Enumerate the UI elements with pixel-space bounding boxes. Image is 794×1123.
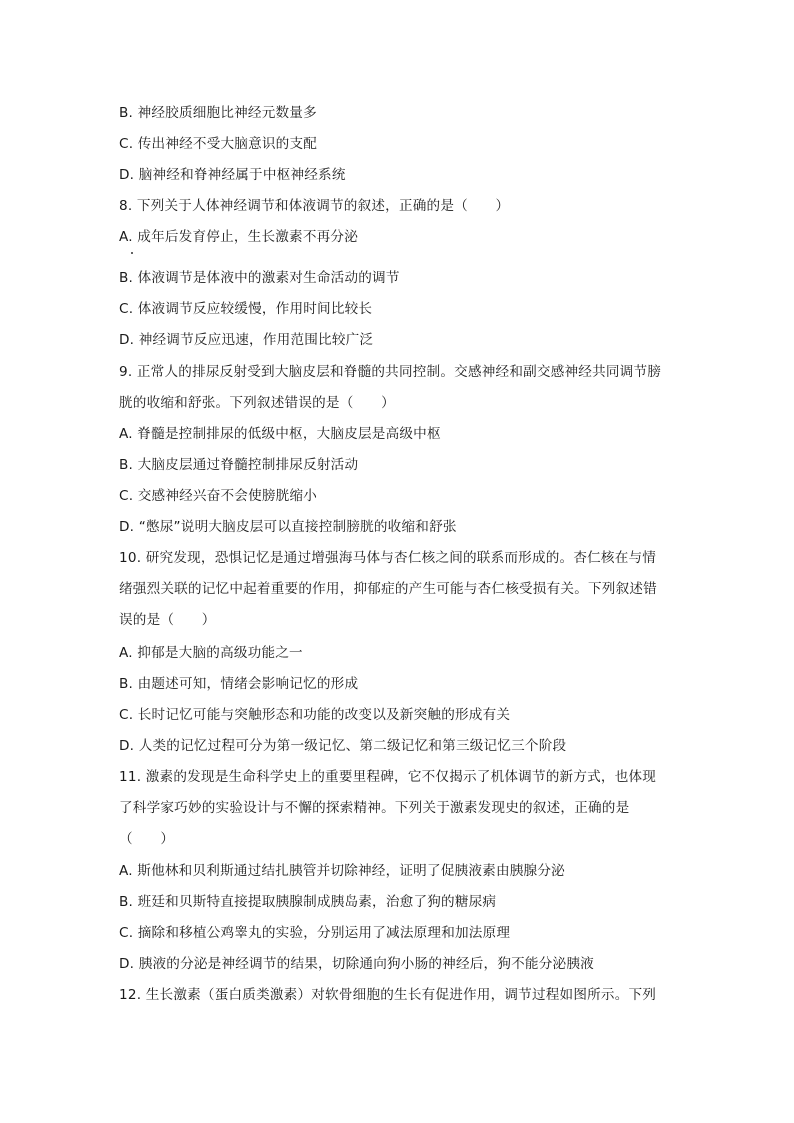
- question-8-stem: 8. 下列关于人体神经调节和体液调节的叙述，正确的是（ ）: [119, 198, 510, 214]
- option-9d: D. “憋尿”说明大脑皮层可以直接控制膀胱的收缩和舒张: [119, 519, 457, 535]
- option-9a: A. 脊髓是控制排尿的低级中枢，大脑皮层是高级中枢: [119, 426, 441, 442]
- stray-dot-mark: [131, 252, 133, 254]
- option-8a: A. 成年后发育停止，生长激素不再分泌: [119, 229, 359, 245]
- question-10-stem-line-2: 绪强烈关联的记忆中起着重要的作用，抑郁症的产生可能与杏仁核受损有关。下列叙述错: [119, 581, 657, 597]
- option-10a: A. 抑郁是大脑的高级功能之一: [119, 645, 303, 661]
- option-11a: A. 斯他林和贝利斯通过结扎胰管并切除神经，证明了促胰液素由胰腺分泌: [119, 863, 565, 879]
- option-11b: B. 班廷和贝斯特直接提取胰腺制成胰岛素，治愈了狗的糖尿病: [119, 894, 497, 910]
- question-12-stem-line-1: 12. 生长激素（蛋白质类激素）对软骨细胞的生长有促进作用，调节过程如图所示。下列: [119, 987, 657, 1003]
- question-11-stem-line-3: （ ）: [119, 831, 175, 847]
- option-11c: C. 摘除和移植公鸡睾丸的实验，分别运用了减法原理和加法原理: [119, 925, 511, 941]
- question-9-stem-line-2: 胱的收缩和舒张。下列叙述错误的是（ ）: [119, 395, 395, 411]
- option-9b: B. 大脑皮层通过脊髓控制排尿反射活动: [119, 457, 359, 473]
- question-10-stem-line-3: 误的是（ ）: [119, 612, 216, 628]
- option-10d: D. 人类的记忆过程可分为第一级记忆、第二级记忆和第三级记忆三个阶段: [119, 738, 567, 754]
- question-11-stem-line-1: 11. 激素的发现是生命科学史上的重要里程碑，它不仅揭示了机体调节的新方式，也体现: [119, 769, 657, 785]
- option-11d: D. 胰液的分泌是神经调节的结果，切除通向狗小肠的神经后，狗不能分泌胰液: [119, 956, 594, 972]
- option-7b: B. 神经胶质细胞比神经元数量多: [119, 105, 317, 121]
- option-7c: C. 传出神经不受大脑意识的支配: [119, 136, 318, 152]
- option-8c: C. 体液调节反应较缓慢，作用时间比较长: [119, 301, 373, 317]
- option-10b: B. 由题述可知，情绪会影响记忆的形成: [119, 676, 359, 692]
- question-10-stem-line-1: 10. 研究发现，恐惧记忆是通过增强海马体与杏仁核之间的联系而形成的。杏仁核在与情: [119, 550, 657, 566]
- option-9c: C. 交感神经兴奋不会使膀胱缩小: [119, 488, 318, 504]
- option-8b: B. 体液调节是体液中的激素对生命活动的调节: [119, 270, 400, 286]
- option-7d: D. 脑神经和脊神经属于中枢神经系统: [119, 167, 346, 183]
- question-9-stem-line-1: 9. 正常人的排尿反射受到大脑皮层和脊髓的共同控制。交感神经和副交感神经共同调节膀: [119, 364, 662, 380]
- question-11-stem-line-2: 了科学家巧妙的实验设计与不懈的探索精神。下列关于激素发现史的叙述，正确的是: [119, 800, 630, 816]
- option-10c: C. 长时记忆可能与突触形态和功能的改变以及新突触的形成有关: [119, 707, 511, 723]
- option-8d: D. 神经调节反应迅速，作用范围比较广泛: [119, 332, 374, 348]
